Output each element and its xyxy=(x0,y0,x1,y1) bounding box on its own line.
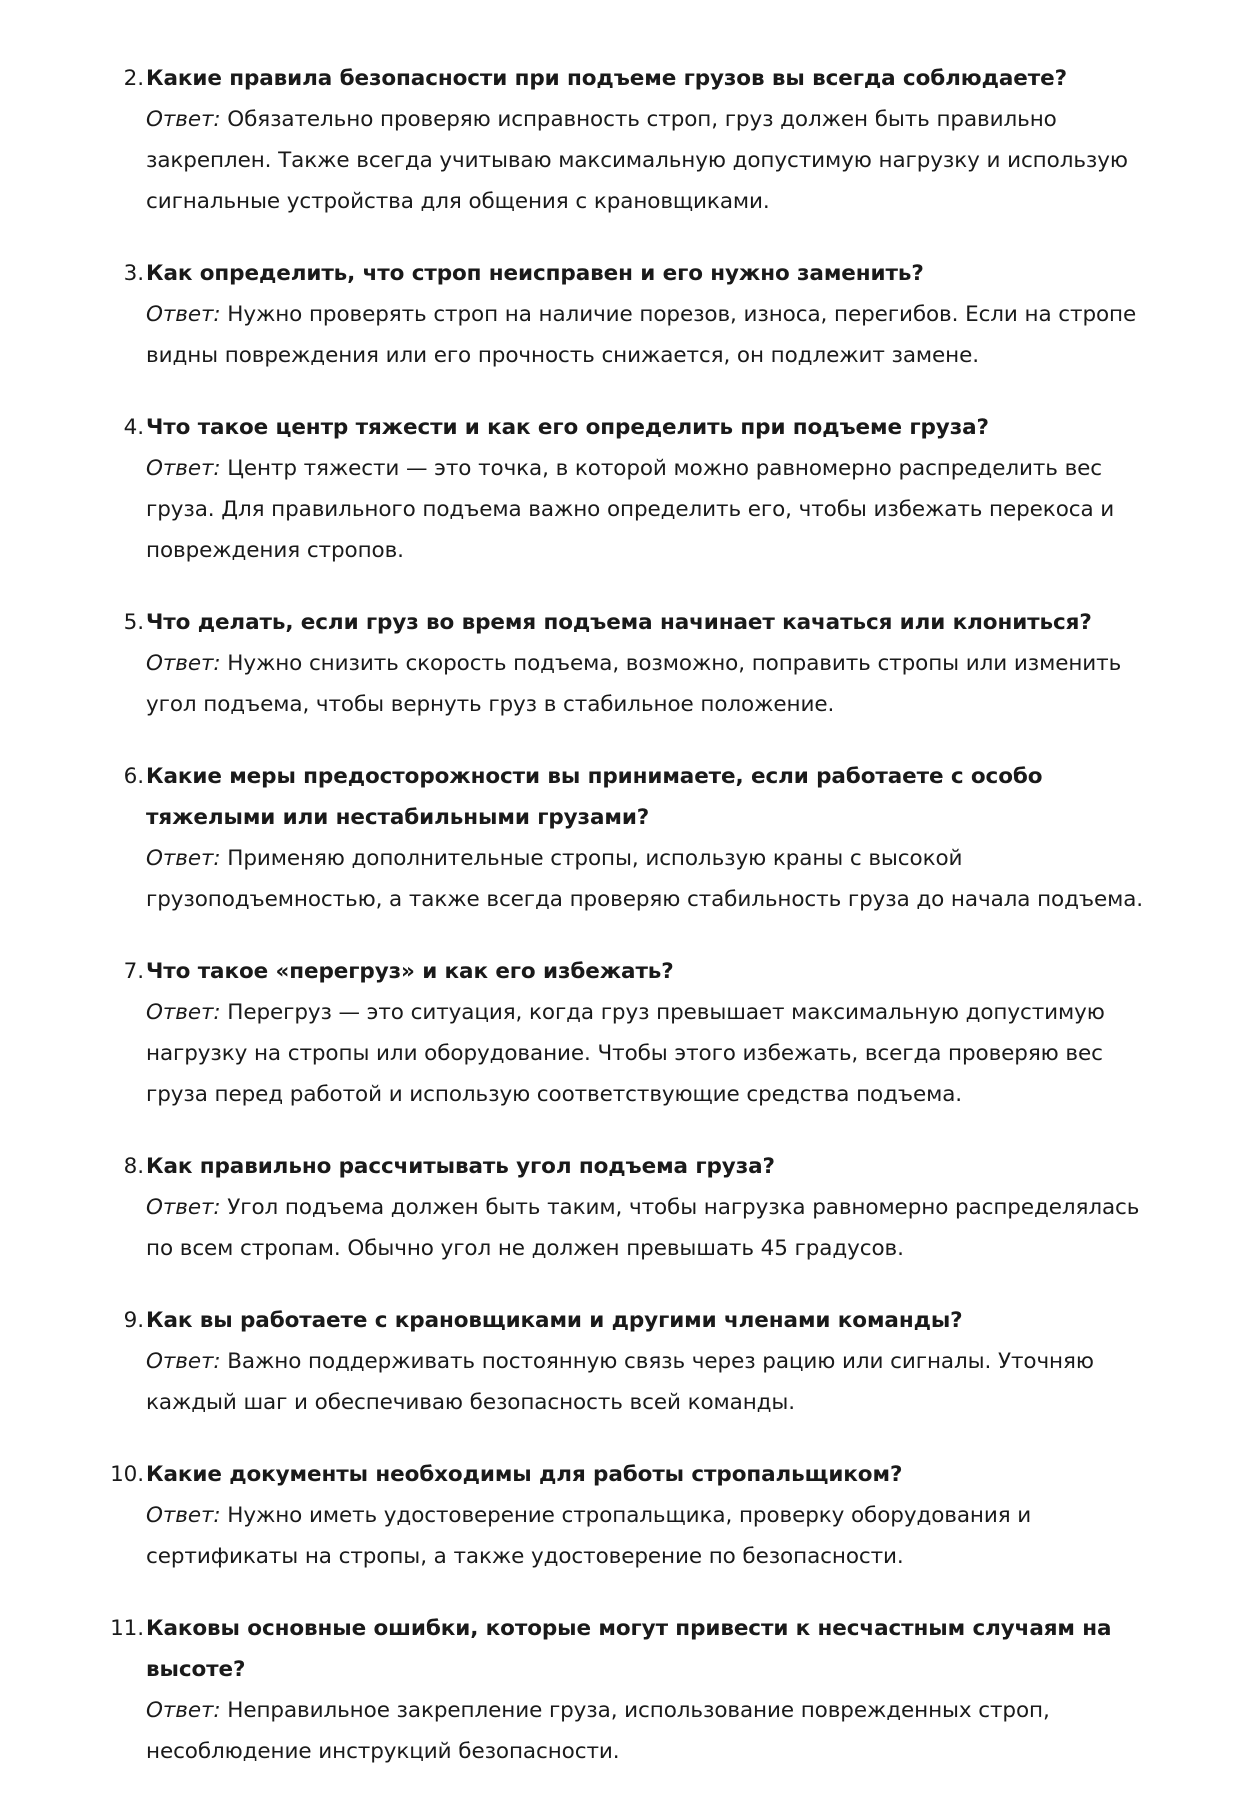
item-number: 2. xyxy=(123,66,144,91)
question-text: Что такое центр тяжести и как его определить при подъеме груза? xyxy=(146,415,989,440)
qa-item xyxy=(123,253,1166,376)
item-number: 5. xyxy=(123,610,144,635)
answer-block xyxy=(146,1690,1166,1772)
answer-block xyxy=(146,294,1166,376)
answer-label: Ответ: xyxy=(146,651,221,676)
qa-item xyxy=(123,58,1166,222)
qa-item xyxy=(123,407,1166,571)
item-number: 10. xyxy=(110,1462,144,1487)
answer-block xyxy=(146,1187,1166,1269)
answer-label: Ответ: xyxy=(146,1503,221,1528)
answer-label: Ответ: xyxy=(146,1349,221,1374)
answer-text: Нужно иметь удостоверение стропальщика, проверку оборудования и сертификаты на стропы, а также удостоверение по безопасности. xyxy=(146,1503,1032,1569)
question-text: Что такое «перегруз» и как его избежать? xyxy=(146,959,674,984)
answer-text: Обязательно проверяю исправность строп, груз должен быть правильно закреплен. Также всегда учитываю максимальную допустимую нагрузку и использую сигнальные устройства для общения с крановщиками. xyxy=(146,107,1128,214)
qa-item xyxy=(110,1454,1166,1577)
answer-text: Неправильное закрепление груза, использование поврежденных строп, несоблюдение инструкций безопасности. xyxy=(146,1698,1050,1764)
answer-block xyxy=(146,448,1166,571)
answer-block xyxy=(146,838,1166,920)
answer-block xyxy=(146,1341,1166,1423)
answer-text: Нужно снизить скорость подъема, возможно, поправить стропы или изменить угол подъема, чтобы вернуть груз в стабильное положение. xyxy=(146,651,1122,717)
answer-text: Центр тяжести — это точка, в которой можно равномерно распределить вес груза. Для правильного подъема важно определить его, чтобы избежать перекоса и повреждения стропов. xyxy=(146,456,1115,563)
qa-item xyxy=(110,1608,1166,1772)
answer-block xyxy=(146,643,1166,725)
question-text: Что делать, если груз во время подъема начинает качаться или клониться? xyxy=(146,610,1092,635)
qa-list xyxy=(110,58,1166,1803)
item-number: 11. xyxy=(110,1616,144,1641)
answer-label: Ответ: xyxy=(146,302,221,327)
item-number: 7. xyxy=(123,959,144,984)
answer-label: Ответ: xyxy=(146,1698,221,1723)
answer-text: Важно поддерживать постоянную связь через рацию или сигналы. Уточняю каждый шаг и обеспечиваю безопасность всей команды. xyxy=(146,1349,1094,1415)
question-text: Как вы работаете с крановщиками и другими членами команды? xyxy=(146,1308,963,1333)
qa-item xyxy=(123,602,1166,725)
question-text: Какие документы необходимы для работы стропальщиком? xyxy=(146,1462,903,1487)
qa-item xyxy=(123,756,1166,920)
question-text: Каковы основные ошибки, которые могут привести к несчастным случаям на высоте? xyxy=(146,1616,1112,1682)
answer-text: Применяю дополнительные стропы, использую краны с высокой грузоподъемностью, а также всегда проверяю стабильность груза до начала подъема. xyxy=(146,846,1144,912)
answer-text: Перегруз — это ситуация, когда груз превышает максимальную допустимую нагрузку на стропы или оборудование. Чтобы этого избежать, всегда проверяю вес груза перед работой и использую соответствующие средства подъема. xyxy=(146,1000,1105,1107)
question-text: Какие меры предосторожности вы принимаете, если работаете с особо тяжелыми или нестабильными грузами? xyxy=(146,764,1043,830)
answer-label: Ответ: xyxy=(146,456,221,481)
item-number: 6. xyxy=(123,764,144,789)
item-number: 8. xyxy=(123,1154,144,1179)
question-text: Какие правила безопасности при подъеме грузов вы всегда соблюдаете? xyxy=(146,66,1067,91)
answer-label: Ответ: xyxy=(146,107,221,132)
item-number: 9. xyxy=(123,1308,144,1333)
answer-block xyxy=(146,1495,1166,1577)
answer-label: Ответ: xyxy=(146,1195,221,1220)
question-text: Как определить, что строп неисправен и его нужно заменить? xyxy=(146,261,924,286)
answer-text: Угол подъема должен быть таким, чтобы нагрузка равномерно распределялась по всем стропам. Обычно угол не должен превышать 45 градусов. xyxy=(146,1195,1140,1261)
qa-item xyxy=(123,1146,1166,1269)
answer-label: Ответ: xyxy=(146,1000,221,1025)
qa-item xyxy=(123,951,1166,1115)
question-text: Как правильно рассчитывать угол подъема груза? xyxy=(146,1154,775,1179)
qa-item xyxy=(123,1300,1166,1423)
answer-block xyxy=(146,99,1166,222)
item-number: 4. xyxy=(123,415,144,440)
answer-label: Ответ: xyxy=(146,846,221,871)
item-number: 3. xyxy=(123,261,144,286)
answer-block xyxy=(146,992,1166,1115)
answer-text: Нужно проверять строп на наличие порезов, износа, перегибов. Если на стропе видны повреждения или его прочность снижается, он подлежит замене. xyxy=(146,302,1137,368)
